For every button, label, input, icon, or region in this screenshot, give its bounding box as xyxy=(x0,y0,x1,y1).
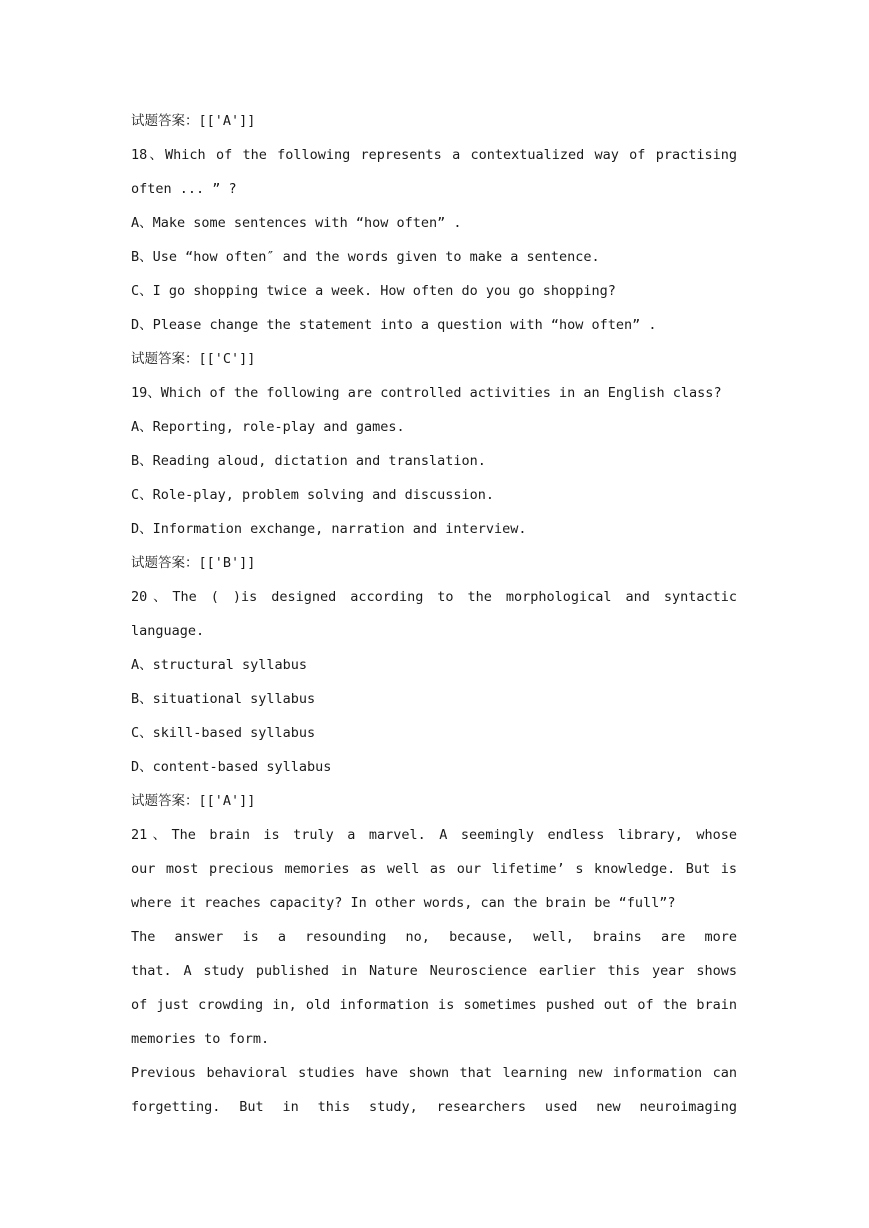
answer-line: 试题答案：[['A']] xyxy=(131,793,256,809)
question-21-passage-line: that. A study published in Nature Neuroscience earlier this year shows xyxy=(131,963,737,979)
answer-line: 试题答案：[['B']] xyxy=(131,555,256,571)
question-20-option-b: B、situational syllabus xyxy=(131,691,316,707)
question-20-option-d: D、content-based syllabus xyxy=(131,759,332,775)
question-20-option-c: C、skill-based syllabus xyxy=(131,725,316,741)
question-21-passage-line: memories to form. xyxy=(131,1031,270,1047)
document-body xyxy=(131,104,737,1124)
question-19-option-a: A、Reporting, role-play and games. xyxy=(131,419,405,435)
question-18-stem-cont: often ... ” ? xyxy=(131,181,237,197)
question-19-option-c: C、Role-play, problem solving and discussion. xyxy=(131,487,494,503)
question-19-option-b: B、Reading aloud, dictation and translation. xyxy=(131,453,486,469)
question-20-stem-cont: language. xyxy=(131,623,205,639)
question-21-passage-line: where it reaches capacity? In other words, can the brain be “full”? xyxy=(131,895,676,911)
question-19-option-d: D、Information exchange, narration and interview. xyxy=(131,521,527,537)
question-18-option-d: D、Please change the statement into a question with “how often” . xyxy=(131,317,657,333)
question-21-passage-line: Previous behavioral studies have shown that learning new information can xyxy=(131,1065,737,1081)
answer-line: 试题答案：[['A']] xyxy=(131,113,256,129)
question-18-option-b: B、Use “how often″ and the words given to make a sentence. xyxy=(131,249,600,265)
question-21-passage-line: our most precious memories as well as our lifetime’ s knowledge. But is xyxy=(131,861,737,877)
question-21-passage-line: forgetting. But in this study, researchers used new neuroimaging xyxy=(131,1099,737,1115)
question-20-option-a: A、structural syllabus xyxy=(131,657,308,673)
answer-line: 试题答案：[['C']] xyxy=(131,351,256,367)
question-19-stem: 19、Which of the following are controlled activities in an English class? xyxy=(131,385,722,401)
question-18-option-a: A、Make some sentences with “how often” . xyxy=(131,215,462,231)
question-18-stem: 18、Which of the following represents a contextualized way of practising xyxy=(131,147,737,163)
question-18-option-c: C、I go shopping twice a week. How often do you go shopping? xyxy=(131,283,616,299)
question-21-passage-line: 21、The brain is truly a marvel. A seemingly endless library, whose xyxy=(131,827,737,843)
question-20-stem: 20、The ( )is designed according to the morphological and syntactic xyxy=(131,589,737,605)
question-21-passage-line: The answer is a resounding no, because, well, brains are more xyxy=(131,929,737,945)
question-21-passage-line: of just crowding in, old information is sometimes pushed out of the brain xyxy=(131,997,737,1013)
